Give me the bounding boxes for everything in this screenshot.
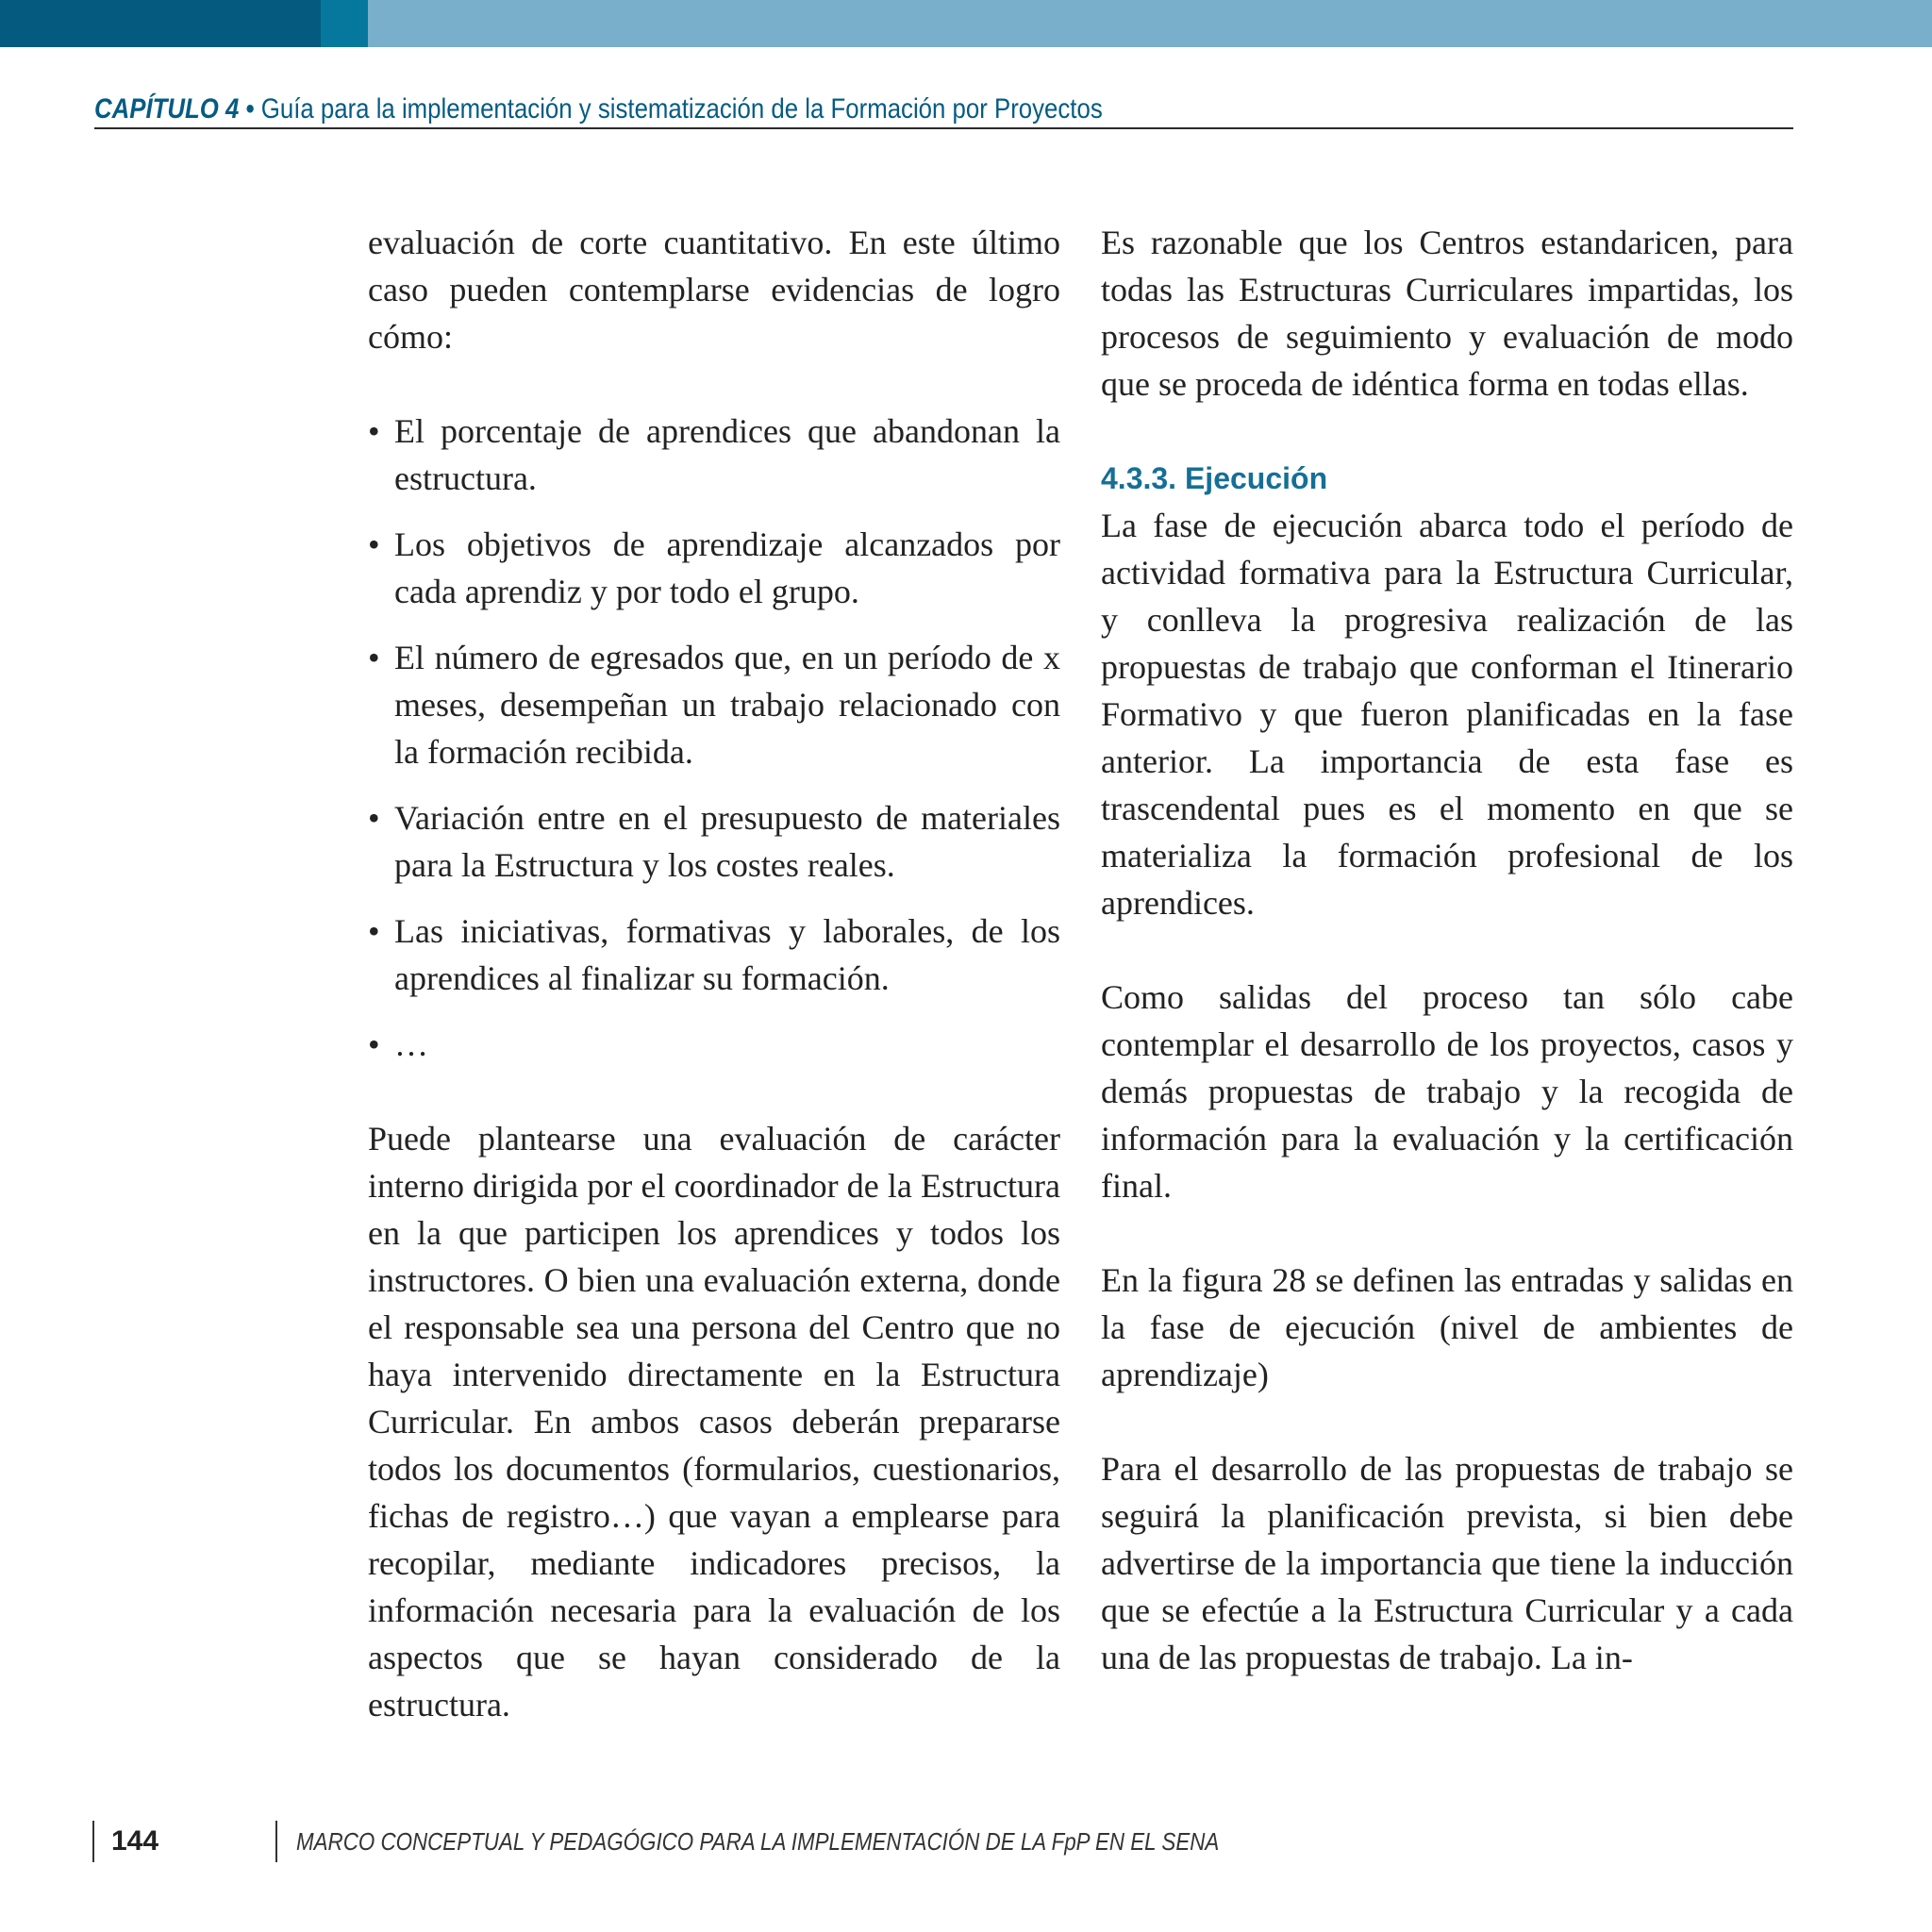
bullet-dot: • bbox=[368, 639, 380, 676]
bullet-item bbox=[368, 408, 1060, 502]
bullet-text: El porcentaje de aprendices que abandonan la estructura. bbox=[394, 412, 1060, 497]
bullet-item bbox=[368, 521, 1060, 615]
right-standardize-paragraph: Es razonable que los Centros estandaricen, para todas las Estructuras Curriculares impartidas, los procesos de seguimiento y evaluación de modo que se proceda de idéntica forma en todas ellas. bbox=[1101, 224, 1793, 403]
evidence-bullet-list bbox=[368, 408, 1060, 1068]
bullet-text: … bbox=[394, 1025, 428, 1063]
book-title: MARCO CONCEPTUAL Y PEDAGÓGICO PARA LA IMPLEMENTACIÓN DE LA FpP EN EL SENA bbox=[296, 1827, 1220, 1856]
figure-reference-paragraph: En la figura 28 se definen las entradas y salidas en la fase de ejecución (nivel de ambientes de aprendizaje) bbox=[1101, 1261, 1793, 1393]
top-band-mid-segment bbox=[321, 0, 368, 47]
bullet-text: Los objetivos de aprendizaje alcanzados por cada aprendiz y por todo el grupo. bbox=[394, 525, 1060, 610]
bullet-text: Variación entre en el presupuesto de materiales para la Estructura y los costes reales. bbox=[394, 799, 1060, 884]
bullet-dot: • bbox=[368, 799, 380, 837]
footer-divider-rule bbox=[275, 1821, 277, 1862]
chapter-label: CAPÍTULO 4 bbox=[94, 93, 240, 125]
bullet-item bbox=[368, 794, 1060, 889]
top-band-dark-segment bbox=[0, 0, 321, 47]
bullet-dot: • bbox=[368, 1025, 380, 1063]
left-column bbox=[368, 219, 1060, 1728]
section-heading: 4.3.3. Ejecución bbox=[1101, 461, 1328, 495]
left-evaluation-paragraph: Puede plantearse una evaluación de carácter interno dirigida por el coordinador de la Estructura en la que participen los aprendices y todos los instructores. O bien una evaluación externa, donde el responsable sea una persona del Centro que no haya intervenido directamente en la Estructura Curricular. En ambos casos deberán prepararse todos los documentos (formularios, cuestionarios, fichas de registro…) que vayan a emplearse para recopilar, mediante indicadores precisos, la información necesaria para la evaluación de los aspectos que se hayan considerado de la estructura. bbox=[368, 1120, 1060, 1724]
bullet-item bbox=[368, 634, 1060, 775]
bullet-item bbox=[368, 908, 1060, 1002]
page-footer bbox=[92, 1821, 1413, 1862]
outputs-paragraph: Como salidas del proceso tan sólo cabe contemplar el desarrollo de los proyectos, casos y demás propuestas de trabajo y la recogida de información para la evaluación y la certificación final. bbox=[1101, 978, 1793, 1205]
bullet-dot: • bbox=[368, 912, 380, 950]
footer-left-rule bbox=[92, 1821, 94, 1862]
bullet-dot: • bbox=[368, 412, 380, 450]
right-column bbox=[1101, 219, 1793, 1681]
header-separator: • bbox=[245, 93, 255, 125]
running-header bbox=[94, 91, 1555, 128]
left-intro-paragraph: evaluación de corte cuantitativo. En este último caso pueden contemplarse evidencias de logro cómo: bbox=[368, 224, 1060, 356]
bullet-text: Las iniciativas, formativas y laborales, de los aprendices al finalizar su formación. bbox=[394, 912, 1060, 997]
header-rule bbox=[94, 127, 1793, 129]
chapter-title: Guía para la implementación y sistematización de la Formación por Proyectos bbox=[260, 93, 1103, 125]
bullet-dot: • bbox=[368, 525, 380, 563]
execution-paragraph: La fase de ejecución abarca todo el período de actividad formativa para la Estructura Curricular, y conlleva la progresiva realización de las propuestas de trabajo que conforman el Itinerario Formativo y que fueron planificadas en la fase anterior. La importancia de esta fase es trascendental pues es el momento en que se materializa la formación profesional de los aprendices. bbox=[1101, 507, 1793, 922]
bullet-item bbox=[368, 1021, 1060, 1068]
planning-paragraph: Para el desarrollo de las propuestas de trabajo se seguirá la planificación prevista, si bien debe advertirse de la importancia que tiene la inducción que se efectúe a la Estructura Curricular y a cada una de las propuestas de trabajo. La in- bbox=[1101, 1450, 1793, 1676]
top-color-band bbox=[0, 0, 1932, 47]
page-number: 144 bbox=[111, 1825, 159, 1857]
bullet-text: El número de egresados que, en un período de x meses, desempeñan un trabajo relacionado con la formación recibida. bbox=[394, 639, 1060, 771]
